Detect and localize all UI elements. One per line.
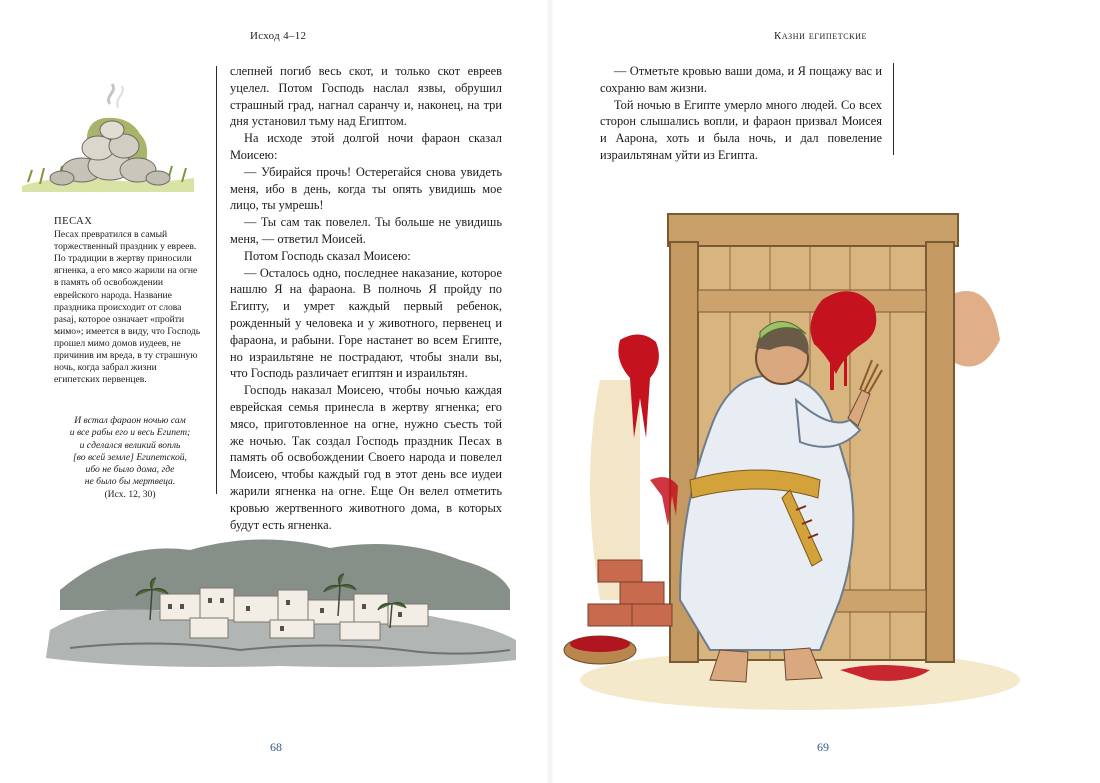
- column-rule-left: [216, 66, 217, 494]
- stone-altar-illustration: [18, 82, 198, 198]
- page-number-right: 69: [817, 740, 829, 754]
- paragraph: — Осталось одно, последнее наказание, которое нашлю Я на фараона. В полночь Я пройду по Египту, и умрет каждый первый ребенок, рожденный у человека и у животного, первенец и фараона, и рабыни. Горе настанет во всем Египте, но израильтяне не пострадают, чтобы знали вы, что Господь различает египтян и израильтян.: [230, 265, 502, 381]
- paragraph: — Убирайся прочь! Остерегайся снова увидеть меня, ибо в день, когда ты опять увидишь мое лицо, ты умрешь!: [230, 164, 502, 213]
- left-main-text: [230, 63, 502, 533]
- running-head-right: Казни египетские: [774, 30, 868, 42]
- sidebar-note-title: ПЕСАХ: [54, 216, 93, 227]
- sidebar-note-text: Песах превратился в самый торжественный праздник у евреев. По традиции в жертву приносили ягненка, а его мясо жарили на огне в память об освобождении еврейского народа. Название праздника происходит от слова pasaj, которое означает «пройти мимо»; имеется в виду, что Господь прошел мимо домов иудеев, не причинив им вреда, в ту страшную ночь, когда забрал жизни египетских первенцев.: [54, 229, 201, 386]
- running-head-left: Исход 4–12: [250, 30, 307, 42]
- sidebar-note: [54, 216, 204, 386]
- paragraph: слепней погиб весь скот, и только скот евреев уцелел. Потом Господь наслал язвы, обрушил страшный град, нагнал саранчу и, наконец, на три дня установил тьму над Египтом.: [230, 64, 502, 129]
- page-number-left: 68: [270, 740, 282, 754]
- man-marking-door-with-blood-illustration: [560, 180, 1020, 720]
- paragraph: Господь наказал Моисею, чтобы ночью каждая еврейская семья принесла в жертву ягненка; его мясо, приготовленное на огне, нужно съесть той же ночью. Так создал Господь праздник Песах в память об освобождении Своего народа и повелел Моисею, чтобы каждый год в этот день все иудеи жарили ягненка на огне. Еще Он велел отметить кровью жертвенного животного дома, в которых будут есть ягненка.: [230, 383, 502, 532]
- paragraph: На исходе этой долгой ночи фараон сказал Моисею:: [230, 131, 502, 162]
- column-rule-right: [893, 63, 894, 155]
- sidebar-quote-text: И встал фараон ночью сам и все рабы его и весь Египет; и сделался великий вопль [во всей земле] Египетской, ибо не было дома, где не было бы мертвеца.: [69, 415, 191, 488]
- book-gutter: [546, 0, 554, 783]
- sidebar-quote: [54, 415, 206, 501]
- paragraph: — Отметьте кровью ваши дома, и Я пощажу вас и сохраню вам жизни.: [600, 64, 882, 95]
- paragraph: Потом Господь сказал Моисею:: [244, 248, 411, 263]
- egyptian-city-illustration: [40, 520, 520, 670]
- right-main-text: [600, 63, 882, 164]
- paragraph: — Ты сам так повелел. Ты больше не увидишь меня, — ответил Моисей.: [230, 215, 502, 246]
- paragraph: Той ночью в Египте умерло много людей. Со всех сторон слышались вопли, и фараон призвал Моисея и Аарона, хоть и была ночь, и дал повеление израильтянам уйти из Египта.: [600, 97, 882, 162]
- sidebar-quote-reference: (Исх. 12, 30): [104, 488, 156, 500]
